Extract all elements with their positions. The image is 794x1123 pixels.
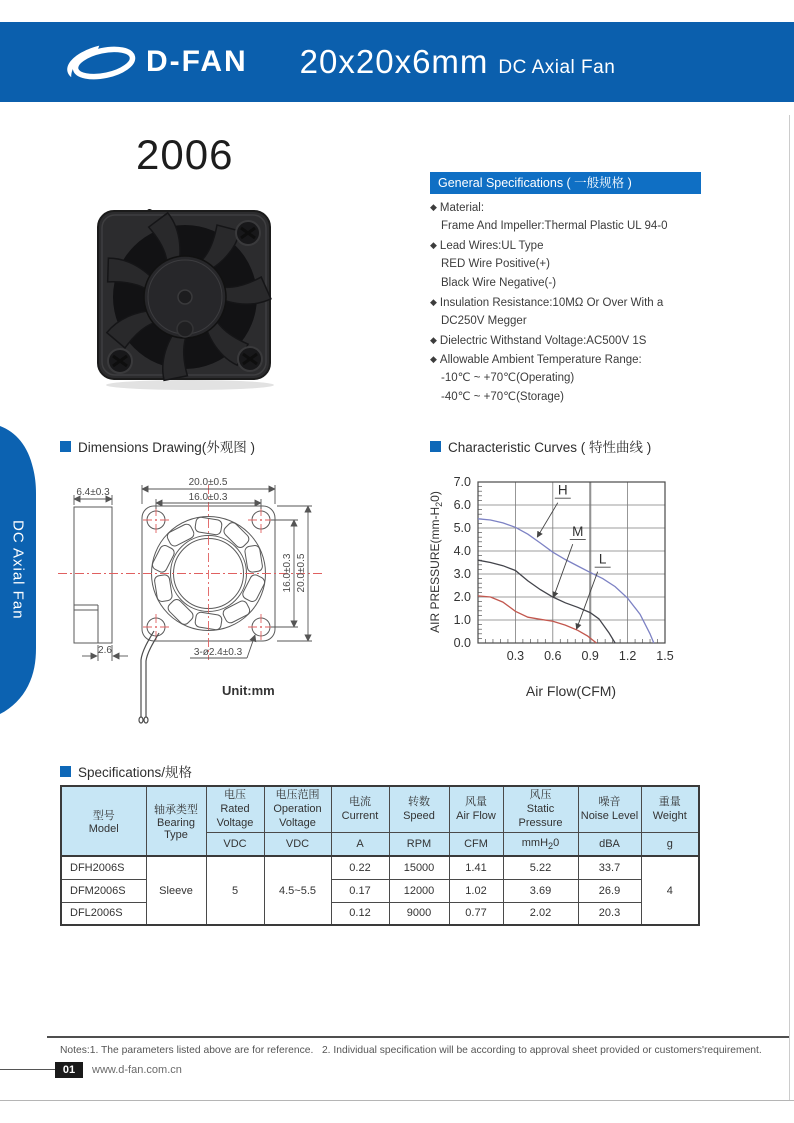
unit-pressure: mmH$_2$0 xyxy=(503,832,578,856)
svg-text:6.4±0.3: 6.4±0.3 xyxy=(76,487,110,498)
blue-square-icon xyxy=(60,766,71,777)
col-header-speed: 转数 Speed xyxy=(389,786,449,832)
svg-text:16.0±0.3: 16.0±0.3 xyxy=(188,492,228,503)
spec-item: DC250V Megger xyxy=(441,315,527,327)
svg-text:0.0: 0.0 xyxy=(453,636,471,650)
dimensions-section-title: Dimensions Drawing(外观图 ) xyxy=(60,436,255,456)
col-header-noise: 噪音 Noise Level xyxy=(578,786,641,832)
unit-operation-voltage: VDC xyxy=(264,832,331,856)
spec-item: -10℃ ~ +70℃(Operating) xyxy=(441,372,575,384)
dimension-labels xyxy=(76,477,307,658)
diamond-bullet-icon: ◆ xyxy=(430,202,437,212)
bearing-cell: Sleeve xyxy=(146,856,206,925)
svg-text:6.0: 6.0 xyxy=(453,498,471,512)
diamond-bullet-icon: ◆ xyxy=(430,335,437,345)
fan-product-photo xyxy=(92,203,278,393)
spec-item: -40℃ ~ +70℃(Storage) xyxy=(441,391,565,403)
col-header-weight: 重量 Weight xyxy=(641,786,699,832)
page-title xyxy=(300,43,616,81)
svg-text:1.5: 1.5 xyxy=(656,649,674,663)
unit-rated-voltage: VDC xyxy=(206,832,264,856)
svg-text:2.0: 2.0 xyxy=(453,590,471,604)
brand-name: D-FAN xyxy=(146,45,248,78)
page-number-badge: 01 xyxy=(55,1062,83,1078)
noise-cell: 33.7 xyxy=(578,856,641,879)
brand-logo xyxy=(58,38,248,86)
speed-cell: 15000 xyxy=(389,856,449,879)
spec-item: ◆ Material: xyxy=(430,202,485,214)
col-header-model: 型号 Model xyxy=(61,786,146,856)
col-header-operation-voltage: 电压范围 Operation Voltage xyxy=(264,786,331,832)
weight-cell: 4 xyxy=(641,856,699,925)
speed-cell: 9000 xyxy=(389,902,449,925)
blue-square-icon xyxy=(60,441,71,452)
website-text: www.d-fan.com.cn xyxy=(92,1064,182,1076)
svg-text:4.0: 4.0 xyxy=(453,544,471,558)
y-axis-label: AIR $PRESSURE(mm-H_20)$ xyxy=(428,491,444,633)
svg-text:0.9: 0.9 xyxy=(581,649,599,663)
current-cell: 0.12 xyxy=(331,902,389,925)
pressure-cell: 3.69 xyxy=(503,879,578,902)
model-cell: DFL2006S xyxy=(61,902,146,925)
characteristic-curves-chart xyxy=(425,458,760,713)
spec-item: Frame And Impeller:Thermal Plastic UL 94-0 xyxy=(441,220,668,232)
side-tab-label: DC Axial Fan xyxy=(9,520,27,620)
curve-label-H: H xyxy=(557,482,568,498)
dimensions-drawing xyxy=(50,455,330,745)
unit-label: Unit:mm xyxy=(222,683,275,698)
specifications-table xyxy=(60,785,700,926)
logo-swoosh-icon xyxy=(58,38,142,86)
category-side-tab xyxy=(0,424,40,716)
unit-speed: RPM xyxy=(389,832,449,856)
operation-voltage-cell: 4.5~5.5 xyxy=(264,856,331,925)
speed-cell: 12000 xyxy=(389,879,449,902)
dimension-lines xyxy=(74,485,312,661)
current-cell: 0.22 xyxy=(331,856,389,879)
curve-M xyxy=(478,560,615,643)
svg-text:2.6: 2.6 xyxy=(98,645,112,656)
curve-label-M: M xyxy=(572,524,584,540)
airflow-cell: 1.02 xyxy=(449,879,503,902)
rated-voltage-cell: 5 xyxy=(206,856,264,925)
pressure-cell: 5.22 xyxy=(503,856,578,879)
side-view-outline xyxy=(74,507,112,643)
spec-item: ◆ Dielectric Withstand Voltage:AC500V 1S xyxy=(430,335,647,347)
unit-current: A xyxy=(331,832,389,856)
specifications-section-title: Specifications/规格 xyxy=(60,761,192,781)
unit-noise: dBA xyxy=(578,832,641,856)
current-cell: 0.17 xyxy=(331,879,389,902)
table-row xyxy=(61,856,699,879)
model-number: 2006 xyxy=(136,131,234,178)
bottom-divider xyxy=(0,1100,794,1101)
notes-divider xyxy=(47,1036,790,1038)
spec-item: RED Wire Positive(+) xyxy=(441,258,550,270)
col-header-airflow: 风量 Air Flow xyxy=(449,786,503,832)
svg-text:7.0: 7.0 xyxy=(453,475,471,489)
unit-airflow: CFM xyxy=(449,832,503,856)
spec-item: ◆ Lead Wires:UL Type xyxy=(430,240,544,252)
lead-wires xyxy=(139,631,159,723)
pressure-cell: 2.02 xyxy=(503,902,578,925)
svg-text:3.0: 3.0 xyxy=(453,567,471,581)
blue-square-icon xyxy=(430,441,441,452)
svg-text:0.6: 0.6 xyxy=(544,649,562,663)
svg-text:3-ø2.4±0.3: 3-ø2.4±0.3 xyxy=(193,647,243,658)
svg-text:0.3: 0.3 xyxy=(506,649,525,663)
noise-cell: 20.3 xyxy=(578,902,641,925)
airflow-cell: 1.41 xyxy=(449,856,503,879)
col-header-rated-voltage: 电压 Rated Voltage xyxy=(206,786,264,832)
svg-text:5.0: 5.0 xyxy=(453,521,471,535)
model-cell: DFM2006S xyxy=(61,879,146,902)
svg-text:1.2: 1.2 xyxy=(618,649,637,663)
curves-section-title: Characteristic Curves ( 特性曲线 ) xyxy=(430,436,651,456)
svg-text:1.0: 1.0 xyxy=(453,613,471,627)
page-badge-rule xyxy=(0,1069,55,1070)
unit-weight: g xyxy=(641,832,699,856)
general-specs-header: General Specifications ( 一般规格 ) xyxy=(430,172,701,194)
svg-text:20.0±0.5: 20.0±0.5 xyxy=(188,477,228,488)
col-header-bearing: 轴承类型 Bearing Type xyxy=(146,786,206,856)
general-specs-list xyxy=(430,198,770,407)
diamond-bullet-icon: ◆ xyxy=(430,297,437,307)
svg-text:20.0±0.5: 20.0±0.5 xyxy=(296,553,307,593)
spec-item: ◆ Insulation Resistance:10MΩ Or Over With a xyxy=(430,297,664,309)
notes-text: Notes:1. The parameters listed above are for reference. 2. Individual specification will be according to approval sheet provided or customers'requirement. xyxy=(60,1045,762,1056)
page-edge-line xyxy=(789,115,790,1100)
spec-item: Black Wire Negative(-) xyxy=(441,277,557,289)
diamond-bullet-icon: ◆ xyxy=(430,354,437,364)
header-band xyxy=(0,22,794,102)
curve-L xyxy=(478,596,596,643)
x-axis-label: Air Flow(CFM) xyxy=(525,683,617,699)
product-type-title: DC Axial Fan xyxy=(498,57,616,78)
diamond-bullet-icon: ◆ xyxy=(430,240,437,250)
spec-item: ◆ Allowable Ambient Temperature Range: xyxy=(430,354,642,366)
svg-text:16.0±0.3: 16.0±0.3 xyxy=(282,553,293,593)
col-header-static-pressure: 风压 Static Pressure xyxy=(503,786,578,832)
noise-cell: 26.9 xyxy=(578,879,641,902)
col-header-current: 电流 Current xyxy=(331,786,389,832)
product-size-title: 20x20x6mm xyxy=(299,43,489,80)
airflow-cell: 0.77 xyxy=(449,902,503,925)
model-cell: DFH2006S xyxy=(61,856,146,879)
curve-label-L: L xyxy=(598,551,607,567)
